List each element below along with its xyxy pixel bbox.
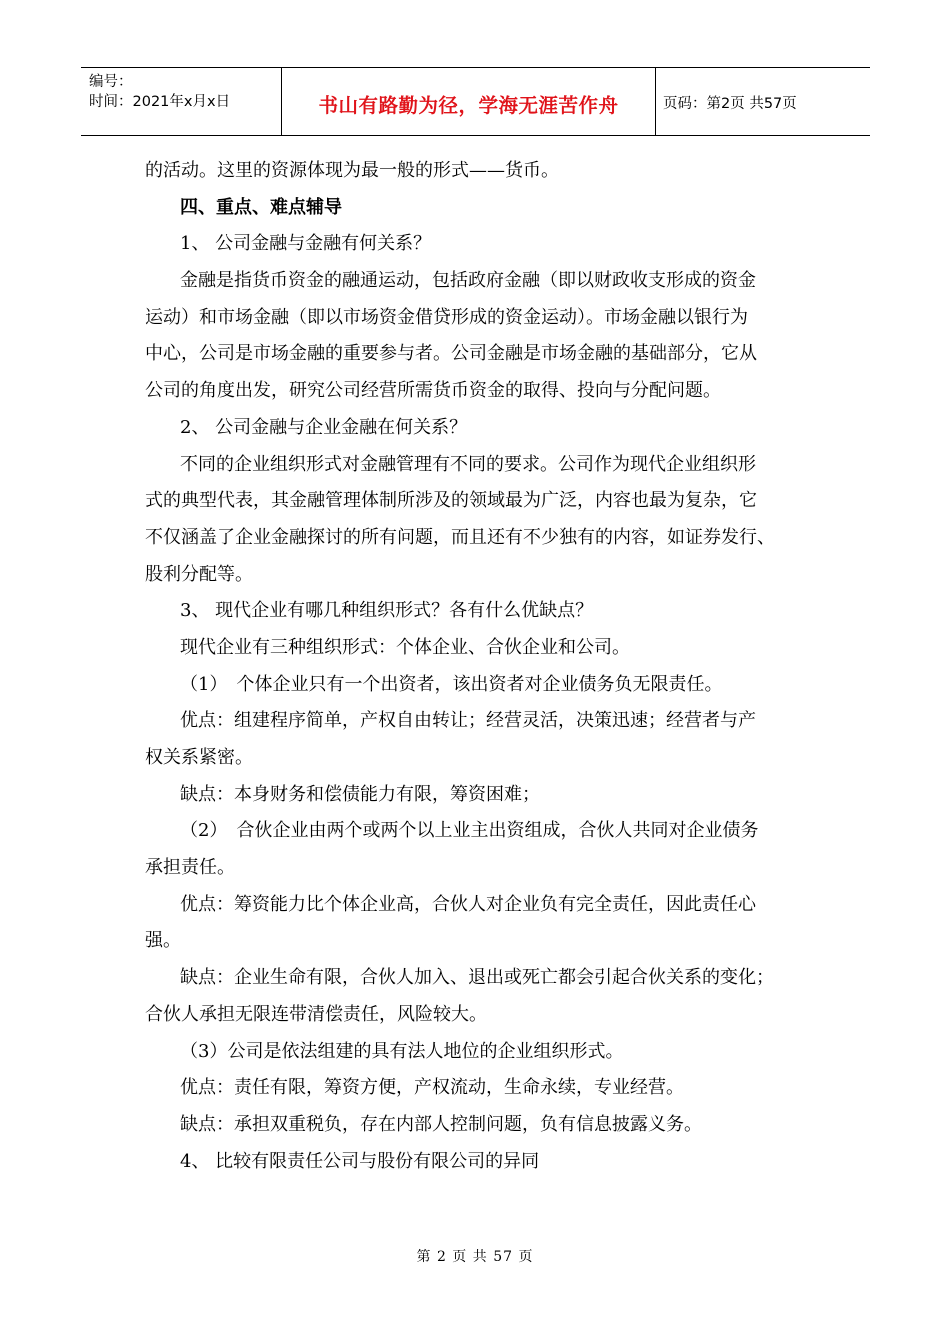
body-text-line: 承担责任。 bbox=[145, 857, 235, 879]
body-text-line: 现代企业有三种组织形式：个体企业、合伙企业和公司。 bbox=[180, 636, 630, 658]
body-text-line: 1、 公司金融与金融有何关系？ bbox=[180, 233, 432, 255]
body-text-line: 公司的角度出发，研究公司经营所需货币资金的取得、投向与分配问题。 bbox=[145, 380, 721, 402]
header-page-number: 页码：第2页 共57页 bbox=[663, 96, 797, 112]
body-text-line: （3）公司是依法组建的具有法人地位的企业组织形式。 bbox=[180, 1040, 624, 1062]
body-text-line: 股利分配等。 bbox=[145, 563, 253, 585]
body-text-line: （2） 合伙企业由两个或两个以上业主出资组成，合伙人共同对企业债务 bbox=[180, 820, 759, 842]
body-text-line: （1） 个体企业只有一个出资者，该出资者对企业债务负无限责任。 bbox=[180, 673, 723, 695]
body-text-line: 金融是指货币资金的融通运动，包括政府金融（即以财政收支形成的资金 bbox=[180, 270, 756, 292]
body-text-line: 中心，公司是市场金融的重要参与者。公司金融是市场金融的基础部分，它从 bbox=[145, 343, 757, 365]
page-footer: 第 2 页 共 57 页 bbox=[416, 1249, 534, 1265]
header-motto: 书山有路勤为径，学海无涯苦作舟 bbox=[318, 94, 619, 117]
body-text-line: 式的典型代表，其金融管理体制所涉及的领域最为广泛，内容也最为复杂，它 bbox=[145, 490, 757, 512]
body-text-line: 的活动。这里的资源体现为最一般的形式——货币。 bbox=[145, 160, 559, 181]
body-text-line: 4、 比较有限责任公司与股份有限公司的异同 bbox=[180, 1150, 540, 1172]
body-text-line: 缺点：本身财务和偿债能力有限，筹资困难； bbox=[180, 783, 540, 805]
header-meta bbox=[89, 72, 279, 112]
body-text-line: 合伙人承担无限连带清偿责任，风险较大。 bbox=[145, 1003, 487, 1025]
body-text-line: 运动）和市场金融（即以市场资金借贷形成的资金运动）。市场金融以银行为 bbox=[145, 306, 748, 328]
body-text-line: 优点：组建程序简单，产权自由转让；经营灵活，决策迅速；经营者与产 bbox=[180, 710, 756, 732]
body-text-line: 不仅涵盖了企业金融探讨的所有问题，而且还有不少独有的内容，如证券发行、 bbox=[145, 526, 775, 548]
body-text-line: 3、 现代企业有哪几种组织形式？各有什么优缺点？ bbox=[180, 600, 594, 622]
body-text-line: 优点：责任有限，筹资方便，产权流动，生命永续，专业经营。 bbox=[180, 1077, 684, 1099]
date-label: 时间：2021年x月x日 bbox=[89, 94, 231, 110]
body-text-line: 缺点：承担双重税负，存在内部人控制问题，负有信息披露义务。 bbox=[180, 1113, 702, 1135]
header-divider bbox=[655, 68, 656, 135]
body-text-line: 强。 bbox=[145, 930, 181, 952]
body-text-line: 2、 公司金融与企业金融在何关系？ bbox=[180, 416, 468, 438]
page-header bbox=[81, 67, 870, 136]
section-heading: 四、重点、难点辅导 bbox=[180, 196, 342, 218]
body-text-line: 优点：筹资能力比个体企业高，合伙人对企业负有完全责任，因此责任心 bbox=[180, 893, 756, 915]
body-text-line: 不同的企业组织形式对金融管理有不同的要求。公司作为现代企业组织形 bbox=[180, 453, 756, 475]
body-text-line: 缺点：企业生命有限，合伙人加入、退出或死亡都会引起合伙关系的变化； bbox=[180, 967, 774, 989]
document-body bbox=[145, 158, 825, 1185]
body-text-line: 权关系紧密。 bbox=[145, 747, 253, 768]
code-label: 编号： bbox=[89, 74, 133, 90]
